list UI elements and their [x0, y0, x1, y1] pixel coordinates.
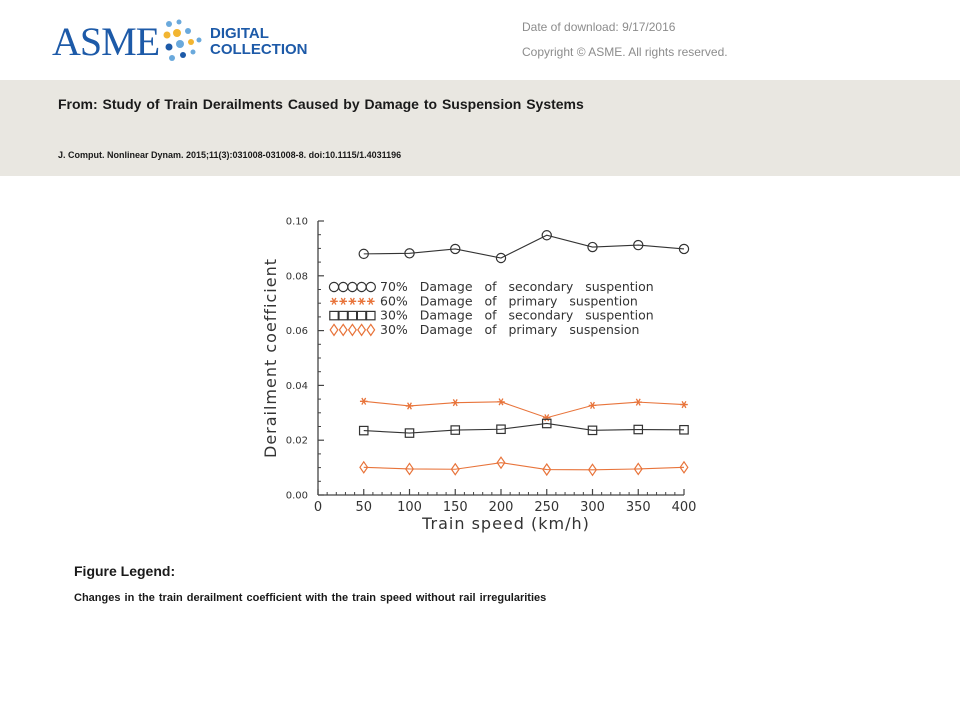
legend-marker — [357, 311, 365, 319]
x-tick-label: 350 — [625, 500, 651, 515]
legend-marker — [348, 282, 357, 291]
derailment-chart — [256, 205, 706, 545]
x-tick-label: 200 — [488, 500, 514, 515]
legend-label: 30% Damage of primary suspension — [380, 321, 640, 337]
figure-caption: Changes in the train derailment coefficient with the train speed without rail irregularities — [74, 592, 547, 604]
series-line — [364, 235, 684, 258]
legend-marker — [367, 298, 375, 305]
series-square — [360, 419, 689, 437]
x-tick-label: 400 — [671, 500, 697, 515]
legend-label: 70% Damage of secondary suspention — [380, 279, 654, 294]
data-point-asterisk — [589, 402, 597, 409]
article-title: From: Study of Train Derailments Caused by Damage to Suspension Systems — [58, 96, 584, 112]
data-point-asterisk — [634, 399, 642, 406]
y-axis-title: Derailment coefficient — [261, 257, 280, 459]
x-tick-label: 100 — [397, 500, 422, 515]
logo-product-line2: COLLECTION — [210, 41, 308, 58]
legend-label: 30% Damage of secondary suspention — [380, 307, 654, 323]
legend-marker — [330, 311, 338, 319]
data-point-asterisk — [406, 403, 414, 410]
legend-marker — [367, 311, 375, 319]
legend-marker — [348, 311, 356, 319]
legend-marker — [357, 282, 366, 291]
legend-marker — [349, 324, 357, 335]
legend-marker — [339, 311, 347, 319]
y-tick-label: 0.04 — [285, 380, 308, 392]
data-point-asterisk — [360, 398, 368, 405]
article-citation: J. Comput. Nonlinear Dynam. 2015;11(3):031008-031008-8. doi:10.1115/1.4031196 — [58, 150, 402, 160]
y-tick-label: 0.00 — [285, 490, 308, 502]
y-tick-label: 0.06 — [285, 326, 308, 338]
logo-product-line1: DIGITAL — [210, 25, 269, 42]
logo-product-name — [210, 26, 308, 58]
data-point-asterisk — [497, 399, 505, 406]
legend-marker — [339, 282, 348, 291]
x-axis-title: Train speed (km/h) — [422, 514, 590, 533]
x-tick-label: 50 — [355, 500, 373, 515]
x-tick-label: 250 — [534, 500, 560, 515]
data-point-asterisk — [680, 401, 688, 408]
x-tick-label: 0 — [313, 500, 323, 515]
legend-entry — [330, 308, 654, 323]
figure-legend-heading: Figure Legend: — [74, 563, 176, 579]
logo-dots-icon — [163, 18, 205, 64]
figure-chart — [256, 205, 706, 545]
y-tick-label: 0.08 — [285, 271, 308, 283]
legend-entry — [330, 293, 638, 308]
download-date: Date of download: 9/17/2016 — [522, 20, 676, 34]
legend-marker — [358, 298, 366, 305]
legend-marker — [339, 298, 347, 305]
series-circle — [359, 231, 688, 263]
y-tick-label: 0.02 — [285, 435, 308, 447]
x-tick-label: 150 — [442, 500, 468, 515]
logo-wordmark: ASME — [52, 19, 160, 64]
y-tick-label: 0.10 — [285, 216, 308, 228]
legend-marker — [367, 324, 375, 335]
legend-entry — [330, 322, 639, 337]
asme-digital-collection-logo[interactable] — [50, 8, 330, 68]
legend-marker — [330, 298, 338, 305]
copyright-notice: Copyright © ASME. All rights reserved. — [522, 45, 728, 59]
legend-entry — [329, 279, 653, 294]
series-diamond — [360, 457, 688, 475]
series-line — [364, 401, 684, 417]
legend-marker — [366, 282, 375, 291]
legend-marker — [339, 324, 347, 335]
data-point-asterisk — [543, 414, 551, 421]
legend-label: 60% Damage of primary suspention — [380, 293, 638, 309]
legend-marker — [349, 298, 357, 305]
article-header-band — [0, 80, 960, 176]
legend-marker — [330, 324, 338, 335]
legend-marker — [358, 324, 366, 335]
download-meta — [522, 20, 728, 70]
legend-marker — [329, 282, 338, 291]
data-point-asterisk — [451, 399, 459, 406]
x-tick-label: 300 — [580, 500, 605, 515]
series-asterisk — [360, 398, 688, 421]
